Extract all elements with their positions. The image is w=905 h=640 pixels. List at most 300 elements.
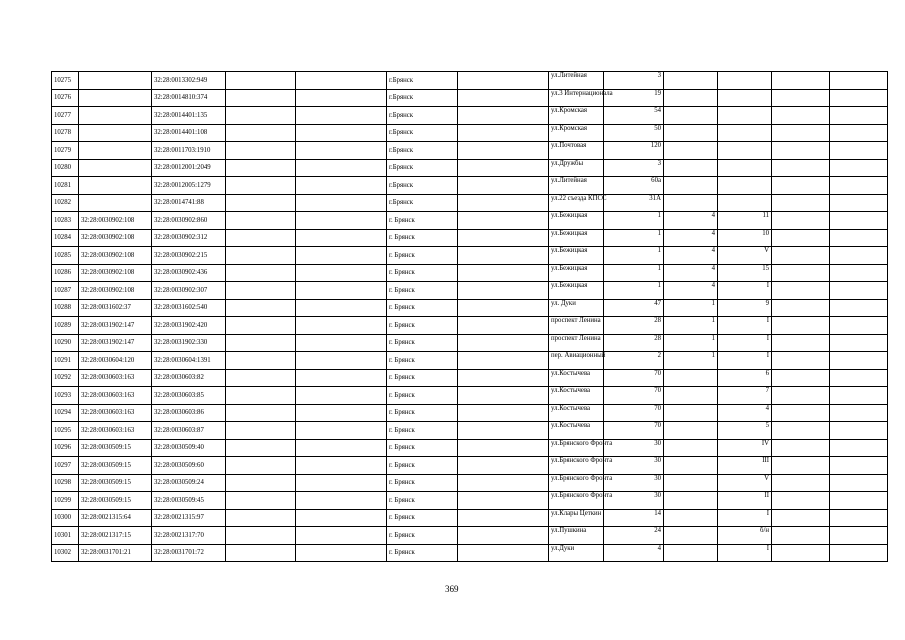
cell-city: г. Брянск [387,404,458,422]
cell-empty-col [226,264,296,282]
cell-empty-col [226,544,296,562]
cell-flat: б/н [718,527,772,545]
cell-empty-col [772,439,830,457]
cell-empty-col [296,194,387,212]
cell-parcel-number [79,159,152,177]
cell-cadastral-number: 32:28:0031701:72 [152,544,226,562]
cell-empty-col [458,439,549,457]
table-row [52,527,888,545]
cell-house: 31А [604,194,664,212]
cell-empty-col [772,212,830,230]
cell-empty-col [458,229,549,247]
cell-flat: V [718,247,772,265]
cell-house: 19 [604,89,664,107]
table-row [52,229,888,247]
cell-building [664,177,718,195]
cell-flat: I [718,282,772,300]
cell-record-number: 10282 [52,194,79,212]
cell-empty-col [296,264,387,282]
cell-empty-col [458,177,549,195]
cell-empty-col [772,159,830,177]
cell-building: 4 [664,229,718,247]
cell-building: 1 [664,352,718,370]
cell-empty-col [830,282,888,300]
cell-street: ул. Дуки [549,299,604,317]
cell-flat: 9 [718,299,772,317]
cell-empty-col [296,527,387,545]
cell-city: г.Брянск [387,159,458,177]
cell-house: 1 [604,282,664,300]
cell-building [664,492,718,510]
cell-empty-col [296,299,387,317]
cell-empty-col [296,212,387,230]
cell-record-number: 10294 [52,404,79,422]
cell-city: г. Брянск [387,299,458,317]
cell-parcel-number: 32:28:0021317:15 [79,527,152,545]
cell-city: г. Брянск [387,282,458,300]
cell-flat: 15 [718,264,772,282]
cell-empty-col [458,352,549,370]
cell-parcel-number: 32:28:0030902:108 [79,229,152,247]
cell-record-number: 10286 [52,264,79,282]
cell-empty-col [458,334,549,352]
cell-parcel-number [79,124,152,142]
cell-cadastral-number: 32:28:0030509:24 [152,474,226,492]
cell-empty-col [830,492,888,510]
cell-cadastral-number: 32:28:0012001:2049 [152,159,226,177]
cell-parcel-number: 32:28:0030902:108 [79,247,152,265]
cell-street: ул.Дуки [549,544,604,562]
cell-empty-col [830,334,888,352]
cell-empty-col [830,509,888,527]
cell-parcel-number [79,89,152,107]
cell-city: г.Брянск [387,107,458,125]
table-row [52,509,888,527]
cell-city: г. Брянск [387,334,458,352]
cell-city: г. Брянск [387,229,458,247]
cell-parcel-number: 32:28:0030902:108 [79,282,152,300]
cell-flat: 5 [718,422,772,440]
cell-parcel-number [79,177,152,195]
cell-record-number: 10297 [52,457,79,475]
cell-empty-col [458,317,549,335]
cell-house: 50 [604,124,664,142]
cell-empty-col [772,334,830,352]
cell-empty-col [458,264,549,282]
cell-street: ул.Брянского Фронта [549,439,604,457]
cell-house: 30 [604,492,664,510]
cell-street: ул.Костычева [549,369,604,387]
cell-city: г. Брянск [387,457,458,475]
cell-city: г. Брянск [387,247,458,265]
cell-empty-col [830,194,888,212]
cell-city: г. Брянск [387,264,458,282]
cell-record-number: 10290 [52,334,79,352]
cell-house: 30 [604,439,664,457]
cell-flat: III [718,457,772,475]
cell-cadastral-number: 32:28:0030902:215 [152,247,226,265]
cell-flat [718,72,772,90]
cell-street: ул.Литейная [549,72,604,90]
cell-flat [718,177,772,195]
cell-house: 1 [604,264,664,282]
cell-empty-col [830,422,888,440]
cell-empty-col [296,159,387,177]
cell-house: 24 [604,527,664,545]
cell-building [664,89,718,107]
cell-cadastral-number: 32:28:0014810:374 [152,89,226,107]
cell-record-number: 10276 [52,89,79,107]
cell-empty-col [226,229,296,247]
cell-record-number: 10279 [52,142,79,160]
cell-empty-col [458,247,549,265]
cell-empty-col [458,422,549,440]
cell-empty-col [772,142,830,160]
cell-empty-col [830,89,888,107]
cell-record-number: 10280 [52,159,79,177]
cell-empty-col [296,369,387,387]
cell-city: г. Брянск [387,492,458,510]
cell-house: 4 [604,544,664,562]
cell-parcel-number: 32:28:0030902:108 [79,264,152,282]
cell-cadastral-number: 32:28:0030603:85 [152,387,226,405]
table-row [52,159,888,177]
cell-street: ул.3 Интернационала [549,89,604,107]
cell-empty-col [296,334,387,352]
cell-empty-col [772,299,830,317]
cell-street: ул.Почтовая [549,142,604,160]
cell-flat: IV [718,439,772,457]
cell-cadastral-number: 32:28:0014401:108 [152,124,226,142]
cell-building: 4 [664,212,718,230]
cell-building [664,527,718,545]
table-row [52,107,888,125]
cell-parcel-number: 32:28:0030509:15 [79,457,152,475]
table-row [52,334,888,352]
cell-city: г.Брянск [387,72,458,90]
cell-empty-col [772,509,830,527]
cell-city: г.Брянск [387,142,458,160]
cell-parcel-number: 32:28:0030603:163 [79,404,152,422]
cell-cadastral-number: 32:28:0012005:1279 [152,177,226,195]
cell-empty-col [458,369,549,387]
cell-empty-col [772,492,830,510]
cell-flat [718,159,772,177]
cell-empty-col [458,544,549,562]
cell-building [664,72,718,90]
cell-street: ул.Кромская [549,107,604,125]
cell-empty-col [296,352,387,370]
cell-empty-col [226,177,296,195]
cell-empty-col [772,194,830,212]
cell-city: г. Брянск [387,509,458,527]
cell-empty-col [226,194,296,212]
cell-empty-col [226,124,296,142]
cell-cadastral-number: 32:28:0014741:88 [152,194,226,212]
cell-empty-col [772,387,830,405]
cell-record-number: 10284 [52,229,79,247]
cell-empty-col [296,422,387,440]
cell-street: ул.Пушкина [549,527,604,545]
cell-cadastral-number: 32:28:0030603:82 [152,369,226,387]
cell-city: г. Брянск [387,352,458,370]
cell-record-number: 10288 [52,299,79,317]
cell-empty-col [830,369,888,387]
cell-parcel-number [79,142,152,160]
table-row [52,369,888,387]
cell-empty-col [296,509,387,527]
cell-cadastral-number: 32:28:0030902:312 [152,229,226,247]
cell-empty-col [830,247,888,265]
cell-empty-col [830,457,888,475]
cell-record-number: 10292 [52,369,79,387]
cell-empty-col [830,72,888,90]
cell-building [664,404,718,422]
cell-house: 70 [604,369,664,387]
cell-empty-col [772,527,830,545]
cell-record-number: 10293 [52,387,79,405]
cell-parcel-number: 32:28:0030509:15 [79,439,152,457]
cell-parcel-number: 32:28:0031902:147 [79,317,152,335]
cell-empty-col [296,142,387,160]
cell-record-number: 10299 [52,492,79,510]
cell-record-number: 10298 [52,474,79,492]
cell-street: проспект Ленина [549,317,604,335]
cell-empty-col [296,72,387,90]
table-row [52,264,888,282]
cell-empty-col [226,422,296,440]
cell-building: 1 [664,299,718,317]
cell-empty-col [458,194,549,212]
table-row [52,544,888,562]
cell-parcel-number: 32:28:0031902:147 [79,334,152,352]
cell-cadastral-number: 32:28:0030902:860 [152,212,226,230]
cell-record-number: 10277 [52,107,79,125]
cell-city: г. Брянск [387,212,458,230]
cell-empty-col [772,72,830,90]
cell-empty-col [458,72,549,90]
cell-empty-col [772,247,830,265]
cell-cadastral-number: 32:28:0031902:420 [152,317,226,335]
cell-record-number: 10275 [52,72,79,90]
cell-record-number: 10278 [52,124,79,142]
cell-cadastral-number: 32:28:0030902:436 [152,264,226,282]
cell-flat [718,194,772,212]
cell-empty-col [458,527,549,545]
cell-building [664,439,718,457]
cell-empty-col [296,457,387,475]
cell-record-number: 10291 [52,352,79,370]
cell-empty-col [772,177,830,195]
cell-empty-col [458,107,549,125]
cell-empty-col [772,404,830,422]
cell-flat: 6 [718,369,772,387]
cell-house: 2 [604,352,664,370]
cell-empty-col [458,282,549,300]
cell-house: 60а [604,177,664,195]
cell-street: ул.Бежицкая [549,282,604,300]
cell-empty-col [226,212,296,230]
table-row [52,72,888,90]
cell-house: 70 [604,404,664,422]
cell-street: ул.Кромская [549,124,604,142]
cell-empty-col [296,282,387,300]
cell-cadastral-number: 32:28:0030509:45 [152,492,226,510]
cell-building [664,457,718,475]
cell-parcel-number: 32:28:0030509:15 [79,492,152,510]
cell-city: г. Брянск [387,474,458,492]
cell-empty-col [830,317,888,335]
cell-city: г. Брянск [387,317,458,335]
cell-empty-col [772,457,830,475]
cell-empty-col [226,492,296,510]
cell-building [664,194,718,212]
cell-street: ул.Костычева [549,404,604,422]
cell-building [664,159,718,177]
cell-street: ул.Бежицкая [549,247,604,265]
cell-empty-col [296,317,387,335]
cell-flat: I [718,334,772,352]
cell-parcel-number: 32:28:0030902:108 [79,212,152,230]
cell-street: проспект Ленина [549,334,604,352]
cell-empty-col [296,247,387,265]
cell-record-number: 10302 [52,544,79,562]
cell-street: ул.Дружбы [549,159,604,177]
cell-empty-col [458,299,549,317]
cell-empty-col [226,159,296,177]
cell-empty-col [458,124,549,142]
cell-empty-col [226,352,296,370]
cell-house: 70 [604,387,664,405]
table-row [52,422,888,440]
cell-empty-col [226,404,296,422]
table-row [52,299,888,317]
cell-flat: I [718,317,772,335]
cell-record-number: 10296 [52,439,79,457]
cell-house: 3 [604,72,664,90]
cell-house: 54 [604,107,664,125]
cell-house: 1 [604,229,664,247]
cell-empty-col [458,457,549,475]
cell-empty-col [226,107,296,125]
cell-parcel-number [79,107,152,125]
cell-house: 30 [604,457,664,475]
cell-house: 120 [604,142,664,160]
cell-city: г. Брянск [387,527,458,545]
cell-cadastral-number: 32:28:0011703:1910 [152,142,226,160]
cell-street: ул.Бежицкая [549,264,604,282]
cell-empty-col [772,369,830,387]
cell-flat: 7 [718,387,772,405]
cell-flat: 11 [718,212,772,230]
cell-flat [718,142,772,160]
cell-empty-col [772,544,830,562]
cell-city: г. Брянск [387,439,458,457]
cell-empty-col [226,474,296,492]
cell-street: ул.Брянского Фронта [549,457,604,475]
cell-empty-col [772,229,830,247]
cell-city: г. Брянск [387,544,458,562]
cell-empty-col [296,492,387,510]
cell-street: ул.Брянского Фронта [549,492,604,510]
cell-flat: II [718,492,772,510]
cell-empty-col [226,282,296,300]
cell-record-number: 10289 [52,317,79,335]
table-row [52,177,888,195]
cell-empty-col [226,527,296,545]
cell-empty-col [772,474,830,492]
cell-cadastral-number: 32:28:0031602:540 [152,299,226,317]
cell-empty-col [830,474,888,492]
cell-parcel-number: 32:28:0030603:163 [79,387,152,405]
table-row [52,474,888,492]
cell-empty-col [226,387,296,405]
cell-flat: I [718,544,772,562]
cell-flat: I [718,352,772,370]
cell-empty-col [772,264,830,282]
cell-cadastral-number: 32:28:0021317:70 [152,527,226,545]
cell-empty-col [830,439,888,457]
cell-empty-col [830,229,888,247]
cell-empty-col [226,509,296,527]
cell-building [664,509,718,527]
cell-empty-col [772,282,830,300]
cell-empty-col [772,352,830,370]
cell-cadastral-number: 32:28:0021315:97 [152,509,226,527]
cell-empty-col [830,107,888,125]
cell-street: ул.Клары Цеткин [549,509,604,527]
cell-building [664,369,718,387]
cell-empty-col [458,142,549,160]
cell-flat [718,89,772,107]
cell-cadastral-number: 32:28:0030509:60 [152,457,226,475]
cell-empty-col [772,107,830,125]
cell-parcel-number [79,194,152,212]
cell-empty-col [226,72,296,90]
cell-flat [718,124,772,142]
cell-city: г. Брянск [387,422,458,440]
page-number: 369 [445,584,459,594]
cell-building: 4 [664,264,718,282]
table-row [52,387,888,405]
cell-street: ул.Костычева [549,387,604,405]
cell-record-number: 10287 [52,282,79,300]
cell-empty-col [772,124,830,142]
cell-flat: 4 [718,404,772,422]
cell-empty-col [458,212,549,230]
cell-flat: 10 [718,229,772,247]
cell-street: ул.Бежицкая [549,212,604,230]
cell-empty-col [830,544,888,562]
cell-parcel-number: 32:28:0030509:15 [79,474,152,492]
cell-street: ул.22 съезда КПСС [549,194,604,212]
cell-street: ул.Литейная [549,177,604,195]
cell-cadastral-number: 32:28:0030603:87 [152,422,226,440]
cell-building: 4 [664,247,718,265]
cell-empty-col [296,439,387,457]
cell-empty-col [226,369,296,387]
table-row [52,282,888,300]
table-row [52,142,888,160]
cell-street: ул.Костычева [549,422,604,440]
cell-parcel-number: 32:28:0030603:163 [79,422,152,440]
cell-empty-col [296,89,387,107]
cell-empty-col [830,527,888,545]
cell-empty-col [458,492,549,510]
cell-empty-col [458,509,549,527]
cell-empty-col [296,229,387,247]
cell-empty-col [226,142,296,160]
